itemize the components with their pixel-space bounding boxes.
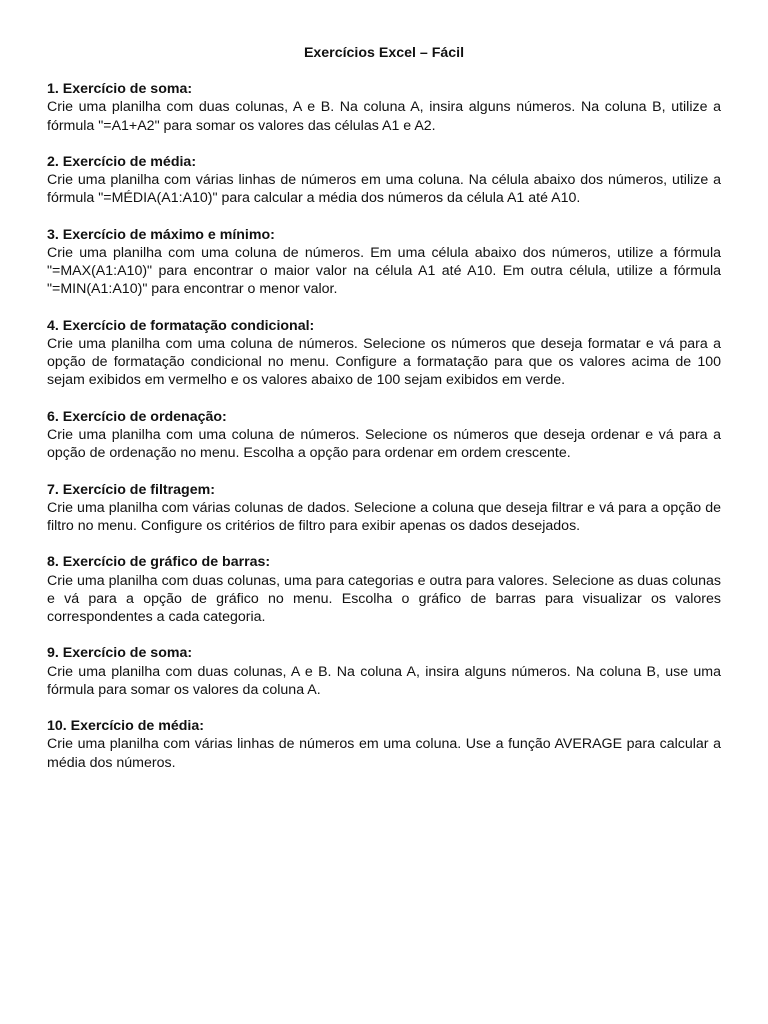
exercise-body: Crie uma planilha com uma coluna de números. Em uma célula abaixo dos números, utilize a fórmula "=MAX(A1:A10)" para encontrar o maior valor na célula A1 até A10. Em outra célula, utilize a fórmula "=MIN(A1:A10)" para encontrar o menor valor.	[47, 245, 721, 298]
exercise-8	[47, 553, 721, 626]
exercise-body: Crie uma planilha com uma coluna de números. Selecione os números que deseja formatar e vá para a opção de formatação condicional no menu. Configure a formatação para que os valores acima de 100 sejam exibidos em vermelho e os valores abaixo de 100 sejam exibidos em verde.	[47, 336, 721, 389]
exercise-9	[47, 644, 721, 699]
exercise-6	[47, 408, 721, 463]
exercise-1	[47, 80, 721, 135]
document-page	[47, 44, 721, 790]
exercise-7	[47, 481, 721, 536]
exercise-body: Crie uma planilha com duas colunas, uma para categorias e outra para valores. Selecione as duas colunas e vá para a opção de gráfico no menu. Escolha o gráfico de barras para visualizar os valores correspondentes a cada categoria.	[47, 572, 721, 625]
exercise-body: Crie uma planilha com duas colunas, A e B. Na coluna A, insira alguns números. Na coluna B, utilize a fórmula "=A1+A2" para somar os valores das células A1 e A2.	[47, 99, 721, 134]
exercise-title: 1. Exercício de soma:	[47, 81, 193, 98]
exercise-body: Crie uma planilha com uma coluna de números. Selecione os números que deseja ordenar e vá para a opção de ordenação no menu. Escolha a opção para ordenar em ordem crescente.	[47, 427, 721, 462]
exercise-title: 3. Exercício de máximo e mínimo:	[47, 226, 275, 243]
exercise-3	[47, 226, 721, 299]
exercise-title: 6. Exercício de ordenação:	[47, 408, 227, 425]
exercise-body: Crie uma planilha com várias colunas de dados. Selecione a coluna que deseja filtrar e vá para a opção de filtro no menu. Configure os critérios de filtro para exibir apenas os dados desejados.	[47, 499, 721, 534]
exercise-2	[47, 153, 721, 208]
exercise-title: 4. Exercício de formatação condicional:	[47, 317, 315, 334]
exercise-body: Crie uma planilha com várias linhas de números em uma coluna. Use a função AVERAGE para calcular a média dos números.	[47, 736, 721, 771]
exercise-title: 9. Exercício de soma:	[47, 645, 193, 662]
exercise-title: 7. Exercício de filtragem:	[47, 481, 215, 498]
exercise-body: Crie uma planilha com duas colunas, A e B. Na coluna A, insira alguns números. Na coluna B, use uma fórmula para somar os valores da coluna A.	[47, 663, 721, 698]
exercise-10	[47, 717, 721, 772]
document-title: Exercícios Excel – Fácil	[303, 45, 465, 61]
exercise-title: 10. Exercício de média:	[47, 718, 204, 735]
exercise-4	[47, 317, 721, 390]
exercise-title: 2. Exercício de média:	[47, 154, 197, 170]
exercise-title: 8. Exercício de gráfico de barras:	[47, 554, 271, 571]
exercise-body: Crie uma planilha com várias linhas de números em uma coluna. Na célula abaixo dos números, utilize a fórmula "=MÉDIA(A1:A10)" para calcular a média dos números da célula A1 até A10.	[47, 172, 721, 207]
